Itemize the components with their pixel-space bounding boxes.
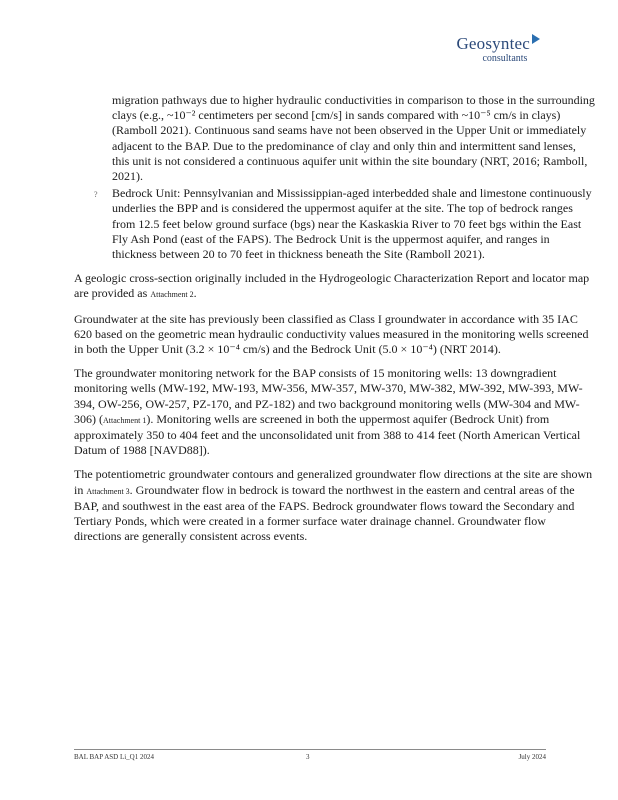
logo-name: Geosyntec bbox=[456, 34, 530, 53]
cross-section-text-a: A geologic cross-section originally included in the Hydrogeologic Characterization Report and locator map are provided as bbox=[74, 271, 590, 301]
footer-divider bbox=[74, 749, 546, 750]
attachment-3-link[interactable]: Attachment 3 bbox=[86, 486, 130, 496]
company-logo bbox=[456, 34, 540, 64]
cross-section-text-b: . bbox=[193, 286, 197, 301]
bedrock-unit-bullet bbox=[94, 186, 596, 262]
footer-page-number: 3 bbox=[306, 753, 310, 761]
attachment-1-link[interactable]: Attachment 1 bbox=[103, 415, 147, 425]
bedrock-unit-text: Bedrock Unit: Pennsylvanian and Mississippian-aged interbedded shale and limestone continuously underlies the BPP and is considered the uppermost aquifer at the site. The top of bedrock ranges from 12.5 feet below ground surface (bgs) near the Kaskaskia River to 70 feet bgs within the East Fly Ash Pond (east of the FAPS). The Bedrock Unit is the uppermost aquifer, and ranges in thickness between 20 to 70 feet in thickness beneath the Site (Ramboll 2021). bbox=[112, 186, 592, 262]
logo-triangle-icon bbox=[532, 34, 540, 44]
upper-unit-continuation: migration pathways due to higher hydraulic conductivities in comparison to those in the surrounding clays (e.g., ~10⁻² centimeters per second [cm/s] in sands compared with ~10⁻⁵ cm/s in clays) (Ramboll 2021). Continuous sand seams have not been observed in the Upper Unit or immediately adjacent to the BAP. Due to the predominance of clay and only thin and intermittent sand lenses, this unit is not considered a continuous aquifer unit within the site boundary (NRT, 2016; Ramboll, 2021). bbox=[112, 93, 595, 184]
logo-subtitle: consultants bbox=[482, 53, 528, 64]
cross-section-paragraph bbox=[74, 271, 596, 302]
potentiometric-text-b: . Groundwater flow in bedrock is toward the northwest in the eastern and central areas of the BAP, and southwest in the east area of the FAPS. Bedrock groundwater flows toward the Secondary and Tertiary Ponds, which were created in a former surface water drainage channel. Groundwater flow directions are generally consistent across events. bbox=[74, 482, 575, 544]
document-body bbox=[74, 93, 596, 544]
bullet-icon: ? bbox=[94, 190, 98, 200]
footer-date: July 2024 bbox=[518, 753, 546, 761]
potentiometric-text-a: The potentiometric groundwater contours and generalized groundwater flow directions at the site are shown in bbox=[74, 467, 593, 497]
footer-document-id: BAL BAP ASD Li_Q1 2024 bbox=[74, 753, 154, 761]
logo-wordmark bbox=[456, 34, 540, 54]
network-text-a: The groundwater monitoring network for the BAP consists of 15 monitoring wells: 13 downgradient monitoring wells (MW-192, MW-193, MW-356, MW-357, MW-370, MW-382, MW-392, MW-393, MW-394, OW-256, OW-257, PZ-170, and PZ-182) and two background monitoring wells (MW-304 and MW-306) ( bbox=[74, 366, 583, 426]
potentiometric-paragraph bbox=[74, 467, 596, 544]
network-text-b: ). Monitoring wells are screened in both the uppermost aquifer (Bedrock Unit) from approximately 350 to 404 feet and the unconsolidated unit from 388 to 414 feet (North American Vertical Datum of 1988 [NAVD88]). bbox=[74, 411, 581, 458]
groundwater-class-paragraph: Groundwater at the site has previously been classified as Class I groundwater in accordance with 35 IAC 620 based on the geometric mean hydraulic conductivity values measured in the monitoring wells screened in both the Upper Unit (3.2 × 10⁻⁴ cm/s) and the Bedrock Unit (5.0 × 10⁻⁴) (NRT 2014). bbox=[74, 311, 589, 357]
attachment-2-link[interactable]: Attachment 2 bbox=[150, 290, 194, 300]
monitoring-network-paragraph bbox=[74, 366, 596, 458]
